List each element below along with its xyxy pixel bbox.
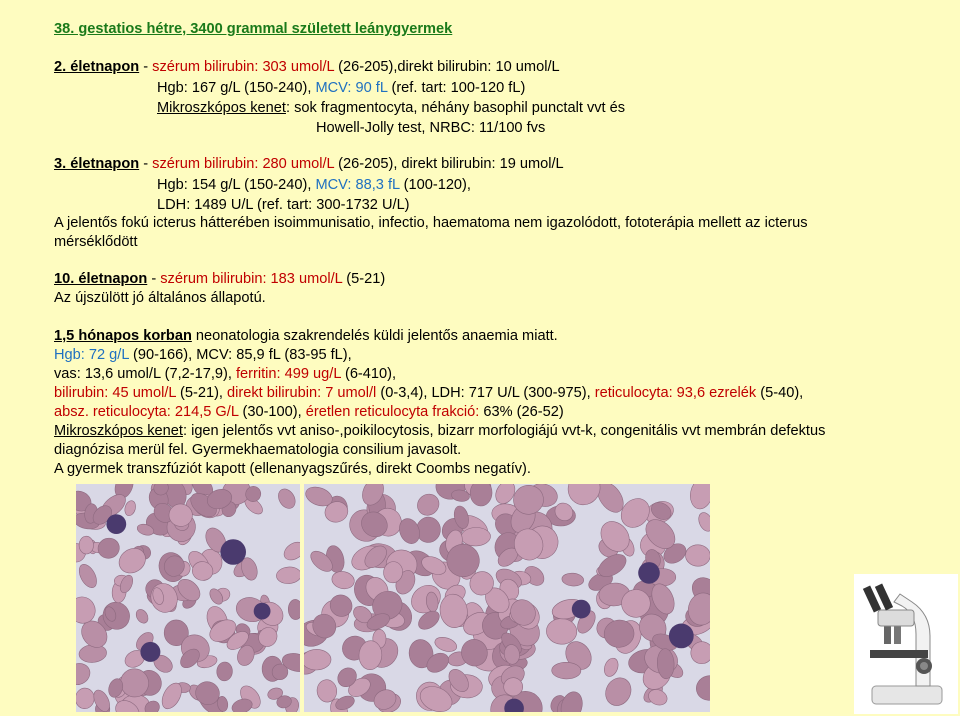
day3-mcv: MCV: 88,3 fL	[315, 177, 400, 193]
month-bilirubin: bilirubin: 45 umol/L	[54, 385, 176, 401]
nucleated-cell	[140, 642, 160, 662]
day2-line-3: Mikroszkópos kenet: sok fragmentocyta, néhány basophil punctalt vvt és	[157, 100, 626, 116]
month-line-4: bilirubin: 45 umol/L (5-21), direkt bilirubin: 7 umol/l (0-3,4), LDH: 717 U/L (300-975), reticulocyta: 93,6 ezrelék (5-40),	[54, 385, 804, 401]
day2-line-2: Hgb: 167 g/L (150-240), MCV: 90 fL (ref. tart: 100-120 fL)	[157, 80, 526, 96]
month-line-7: diagnózisa merül fel. Gyermekhaematologia consilium javasolt.	[54, 442, 462, 458]
month-line-3: vas: 13,6 umol/L (7,2-17,9), ferritin: 499 ug/L (6-410),	[54, 366, 397, 382]
blood-smear-image-2	[304, 484, 710, 712]
month-direct-bilirubin: direkt bilirubin: 7 umol/l	[227, 385, 377, 401]
day2-mcv: MCV: 90 fL	[315, 80, 388, 96]
day2-label: 2. életnapon	[54, 59, 140, 75]
day10-bilirubin: szérum bilirubin: 183 umol/L	[160, 271, 343, 287]
day10-label: 10. életnapon	[54, 271, 148, 287]
nucleated-cell	[106, 514, 126, 534]
day3-line-2: Hgb: 154 g/L (150-240), MCV: 88,3 fL (100-120),	[157, 177, 471, 193]
nucleated-cell	[669, 624, 694, 649]
month-line-6: Mikroszkópos kenet: igen jelentős vvt aniso-,poikilocytosis, bizarr morfologiájú vvt-k, congenitális vvt membrán defektus	[54, 423, 826, 439]
month-line-8: A gyermek transzfúziót kapott (ellenanyagszűrés, direkt Coombs negatív).	[54, 461, 531, 477]
month-line-2: Hgb: 72 g/L (90-166), MCV: 85,9 fL (83-95 fL),	[54, 347, 352, 363]
day3-note-2: mérséklődött	[54, 234, 138, 250]
month-ferritin: ferritin: 499 ug/L	[235, 366, 341, 382]
page-title: 38. gestatios hétre, 3400 grammal született leánygyermek	[54, 21, 453, 37]
nucleated-cell	[220, 539, 246, 565]
month-line-1: 1,5 hónapos korban neonatologia szakrendelés küldi jelentős anaemia miatt.	[54, 328, 558, 344]
red-blood-cell	[79, 536, 94, 554]
day10-line-1: 10. életnapon - szérum bilirubin: 183 umol/L (5-21)	[54, 271, 386, 287]
day2-bilirubin: szérum bilirubin: 303 umol/L	[152, 59, 335, 75]
nucleated-cell	[638, 562, 660, 584]
day3-line-1: 3. életnapon - szérum bilirubin: 280 umol/L (26-205), direkt bilirubin: 19 umol/L	[54, 156, 564, 172]
red-blood-cell	[552, 662, 581, 679]
day3-note-1: A jelentős fokú icterus hátterében isoimmunisatio, infectio, haematoma nem igazolódott, fototerápia mellett az icterus	[54, 215, 808, 231]
month-label: 1,5 hónapos korban	[54, 328, 192, 344]
nucleated-cell	[254, 603, 271, 620]
month-reticulocyte: reticulocyta: 93,6 ezrelék	[594, 385, 757, 401]
day3-label: 3. életnapon	[54, 156, 140, 172]
day2-line-1: 2. életnapon - szérum bilirubin: 303 umol/L (26-205),direkt bilirubin: 10 umol/L	[54, 59, 560, 75]
microscope-icon	[854, 574, 958, 714]
month-line-5: absz. reticulocyta: 214,5 G/L (30-100), éretlen reticulocyta frakció: 63% (26-52)	[54, 404, 564, 420]
month-immature-retic: éretlen reticulocyta frakció:	[305, 404, 480, 420]
day3-line-3: LDH: 1489 U/L (ref. tart: 300-1732 U/L)	[157, 197, 410, 213]
nucleated-cell	[572, 600, 591, 619]
day2-line-4: Howell-Jolly test, NRBC: 11/100 fvs	[316, 120, 546, 136]
month-abs-retic: absz. reticulocyta: 214,5 G/L	[54, 404, 239, 420]
day10-line-2: Az újszülött jó általános állapotú.	[54, 290, 266, 306]
blood-smear-image-1	[76, 484, 300, 712]
day3-bilirubin: szérum bilirubin: 280 umol/L	[152, 156, 335, 172]
month-hgb: Hgb: 72 g/L	[54, 347, 129, 363]
